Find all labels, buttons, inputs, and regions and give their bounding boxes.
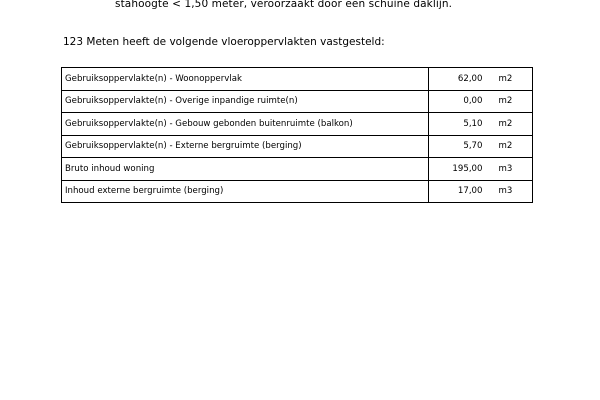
row-unit: m2 — [499, 135, 533, 158]
table-row — [62, 68, 533, 91]
row-value: 5,10 — [429, 113, 499, 136]
row-label: Gebruiksoppervlakte(n) - Externe bergruimte (berging) — [62, 135, 429, 158]
row-value: 62,00 — [429, 68, 499, 91]
floor-area-table — [61, 67, 533, 203]
row-unit: m2 — [499, 68, 533, 91]
row-label: Gebruiksoppervlakte(n) - Gebouw gebonden buitenruimte (balkon) — [62, 113, 429, 136]
row-unit: m3 — [499, 158, 533, 181]
row-value: 0,00 — [429, 90, 499, 113]
row-value: 17,00 — [429, 180, 499, 203]
row-label: Inhoud externe bergruimte (berging) — [62, 180, 429, 203]
row-unit: m3 — [499, 180, 533, 203]
row-label: Gebruiksoppervlakte(n) - Overige inpandige ruimte(n) — [62, 90, 429, 113]
table-row — [62, 158, 533, 181]
table-row — [62, 90, 533, 113]
row-value: 195,00 — [429, 158, 499, 181]
table-row — [62, 135, 533, 158]
row-label: Bruto inhoud woning — [62, 158, 429, 181]
top-text-line: stahoogte < 1,50 meter, veroorzaakt door een schuine daklijn. — [115, 0, 453, 10]
table-row — [62, 113, 533, 136]
row-unit: m2 — [499, 90, 533, 113]
row-unit: m2 — [499, 113, 533, 136]
intro-paragraph: 123 Meten heeft de volgende vloeroppervlakten vastgesteld: — [63, 36, 385, 48]
row-label: Gebruiksoppervlakte(n) - Woonoppervlak — [62, 68, 429, 91]
row-value: 5,70 — [429, 135, 499, 158]
table-row — [62, 180, 533, 203]
